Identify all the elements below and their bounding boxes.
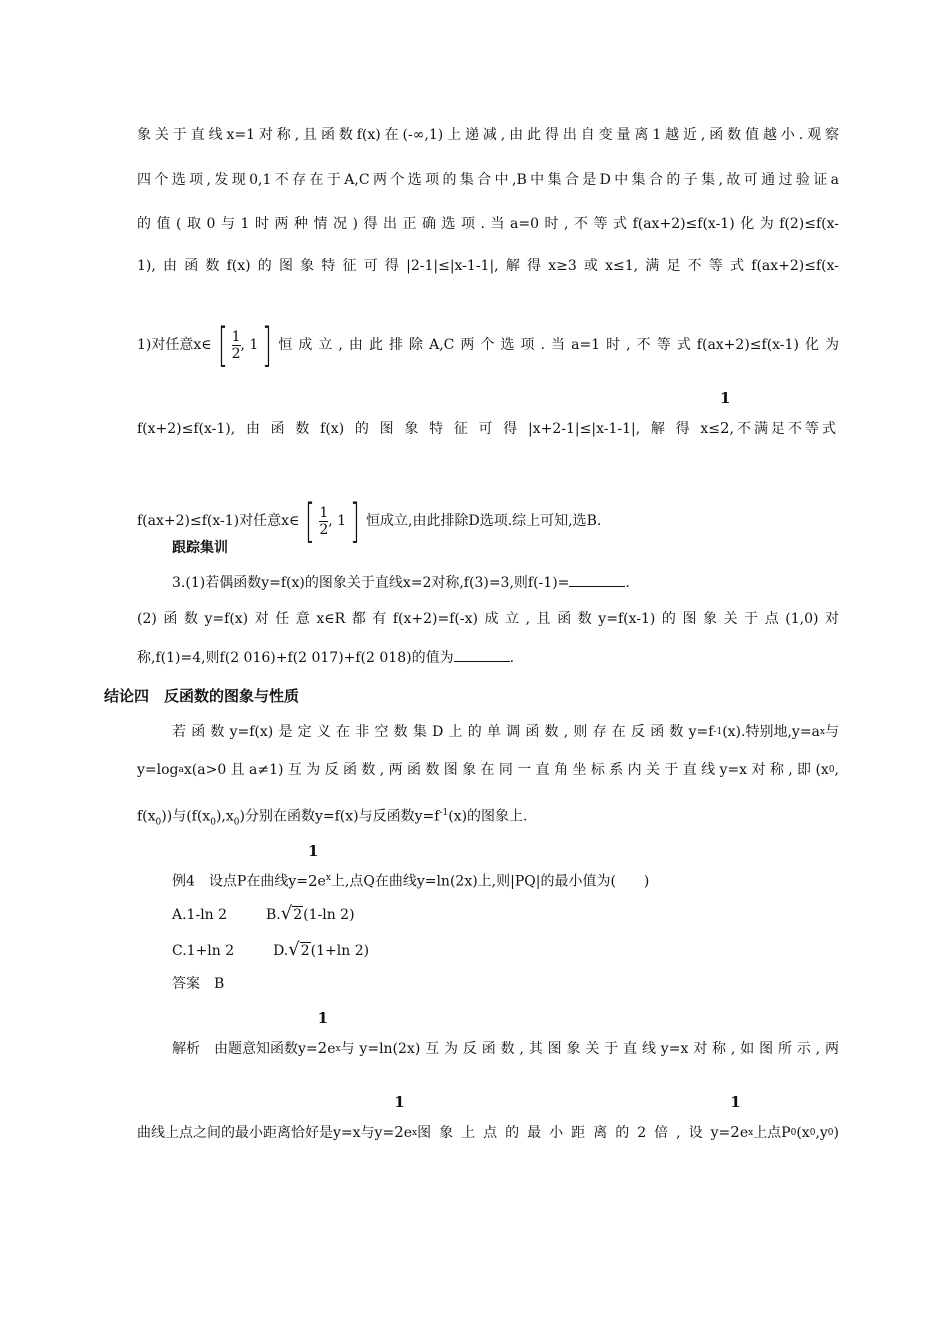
p3-text-b: ))与(f(x [161,808,211,825]
left-bracket: [ [305,494,316,548]
section-follow-title: 跟踪集训 [172,540,228,556]
paragraph-1-line3 [137,803,839,832]
option-a[interactable]: A.1-ln 2 [172,907,228,923]
raised-frac-den: 2 [307,871,318,890]
sup-x: x [325,873,331,883]
q3-2-text: 称,f(1)=4,则f(2 016)+f(2 017)+f(2 018)的值为 [137,650,454,666]
fraction-one-half [232,330,241,361]
sol1-text-a: 解析 由题意知函数y= [172,1041,318,1057]
option-d[interactable] [273,939,370,960]
sup-x: x [412,1128,418,1138]
raised-fraction-half [394,1093,405,1143]
raised-fraction-half [730,1093,741,1143]
raised-frac-num: 1 [720,389,731,407]
sup-x: x [335,1044,341,1054]
solution-line-2 [137,1093,839,1143]
frac-num: 1 [319,504,329,521]
frac-den: 2 [319,521,329,538]
sol2-text-g: ,y [815,1125,828,1141]
p3-text-c: ),x [215,808,234,825]
option-b-label: B. [265,907,281,923]
raised-frac-num: 1 [317,1009,329,1027]
sup-x: x [748,1128,754,1138]
sub-zero: 0 [790,1128,797,1138]
sub-a: a [178,765,184,775]
q3-1-end: . [625,575,630,591]
raised-frac-den: 2 [720,419,730,437]
sub-zero: 0 [827,1128,834,1138]
raised-frac-num: 1 [307,841,319,860]
raised-frac-den: 2 [730,1123,740,1141]
p2-text-a: y=log [137,762,179,778]
sol2-text-e: 上点P [753,1125,791,1141]
sup-x: x [819,727,825,737]
text-line-5 [137,318,839,372]
text-line-2: 四个选项,发现0,1不存在于A,C两个选项的集合中,B中集合是D中集合的子集,故可通过验证a [137,172,839,188]
answer-line: 答案 B [172,976,225,992]
solution-line-1 [172,1009,839,1059]
raised-frac-den: 2 [394,1123,404,1141]
frac-num: 1 [231,328,241,345]
p1-text-c: 与 [825,724,839,740]
conclusion-4-heading: 结论四 反函数的图象与性质 [104,687,300,705]
sub-zero: 0 [233,817,240,828]
interval-upper: , 1 [328,513,347,529]
interval-half-one [214,318,277,372]
sol2-text-c: 图象上点的最小距离的2倍,设y= [417,1125,731,1141]
text-line-6 [137,389,839,439]
sqrt-sign: √ [280,903,293,924]
p2-text-c: , [834,762,839,778]
right-bracket: ] [350,494,360,548]
line7-prefix: f(ax+2)≤f(x-1)对任意x∈ [137,513,300,529]
paragraph-1-line2 [137,760,839,780]
ex4-text-a: 例4 设点P在曲线y= [172,873,308,890]
option-b[interactable] [265,903,355,924]
left-bracket: [ [217,318,228,372]
ex4-e: e [317,873,326,890]
text-line-4: 1),由函数f(x)的图象特征可得|2-1|≤|x-1-1|,解得x≥3或x≤1,满足不等式f(ax+2)≤f(x- [137,258,839,274]
sol2-text-f: (x [796,1125,810,1141]
answer-blank-2[interactable] [454,647,510,662]
raised-frac-num: 1 [730,1093,741,1111]
sub-zero: 0 [828,765,835,775]
option-d-text: (1+ln 2) [310,943,370,959]
raised-frac-den: 2 [317,1039,328,1057]
sub-zero: 0 [210,817,216,828]
sub-zero: 0 [809,1128,816,1138]
sol1-text-c: 与y=ln(2x)互为反函数,其图象关于直线y=x对称,如图所示,两 [340,1041,839,1057]
text-line-3: 的值(取0与1时两种情况)得出正确选项.当a=0时,不等式f(ax+2)≤f(x-1)化为f(2)≤f(x- [137,216,839,232]
raised-frac-num: 1 [394,1093,405,1111]
q3-2-end: . [509,650,515,666]
sol2-e: e [403,1125,413,1141]
sqrt-two [288,940,310,961]
frac-den: 2 [231,345,241,362]
line5-prefix: 1)对任意x∈ [137,337,212,353]
q3-1-text: 3.(1)若偶函数y=f(x)的图象关于直线x=2对称,f(3)=3,则f(-1)= [172,575,570,591]
p3-text-e: (x)的图象上. [448,808,528,825]
sub-zero: 0 [155,817,162,828]
p3-text-a: f(x [137,808,156,825]
option-c[interactable]: C.1+ln 2 [172,943,235,959]
sol1-e: e [327,1041,336,1057]
p1-text-b: (x).特别地,y=a [722,724,820,740]
right-bracket: ] [262,318,273,372]
interval-upper: , 1 [240,337,259,353]
line6-suffix: ,不满足不等式 [729,421,839,437]
question-3-2-line1: (2)函数y=f(x)对任意x∈R都有f(x+2)=f(-x)成立,且函数y=f(x-1)的图象关于点(1,0)对 [137,611,839,627]
line6-prefix: f(x+2)≤f(x-1),由函数f(x)的图象特征可得|x+2-1|≤|x-1-1|,解得x≤ [137,421,720,437]
answer-blank-1[interactable] [569,572,625,587]
question-3-2-line2 [137,647,839,668]
p3-text-d: )分别在函数y=f(x)与反函数y=f [239,808,440,825]
example-4 [172,841,874,892]
sol2-e: e [739,1125,749,1141]
fraction-one-half [319,506,328,537]
ex4-text-c: 上,点Q在曲线y=ln(2x)上,则|PQ|的最小值为( ) [330,873,650,890]
sol2-text-h: ) [833,1125,839,1141]
raised-fraction-half [720,389,731,439]
question-3-1 [172,572,874,593]
option-b-text: (1-ln 2) [303,907,355,923]
sqrt-radicand: 2 [300,943,310,959]
text-line-1: 象关于直线x=1对称,且函数f(x)在(-∞,1)上递减,由此得出自变量离1越近,函数值越小.观察 [137,127,839,143]
options-row-1 [172,904,874,925]
options-row-2 [172,940,874,961]
sqrt-radicand: 2 [293,907,303,923]
line5-suffix: 恒成立,由此排除A,C两个选项.当a=1时,不等式f(ax+2)≤f(x-1)化为 [278,337,839,353]
sol2-text-a: 曲线上点之间的最小距离恰好是y=x与y= [137,1125,395,1141]
sup-minus-one: -1 [713,727,723,737]
sup-minus-one: -1 [439,808,449,818]
p1-text-a: 若函数y=f(x)是定义在非空数集D上的单调函数,则存在反函数y=f [172,724,714,740]
raised-fraction-half [307,841,319,892]
option-d-label: D. [273,943,289,959]
sqrt-two [281,904,303,925]
line7-suffix: 恒成立,由此排除D选项.综上可知,选B. [366,513,602,529]
raised-fraction-half [317,1009,329,1059]
p2-text-b: x(a>0且a≠1)互为反函数,两函数图象在同一直角坐标系内关于直线y=x对称,即(x [183,762,829,778]
paragraph-1-line1 [172,722,839,742]
sqrt-sign: √ [288,939,300,960]
